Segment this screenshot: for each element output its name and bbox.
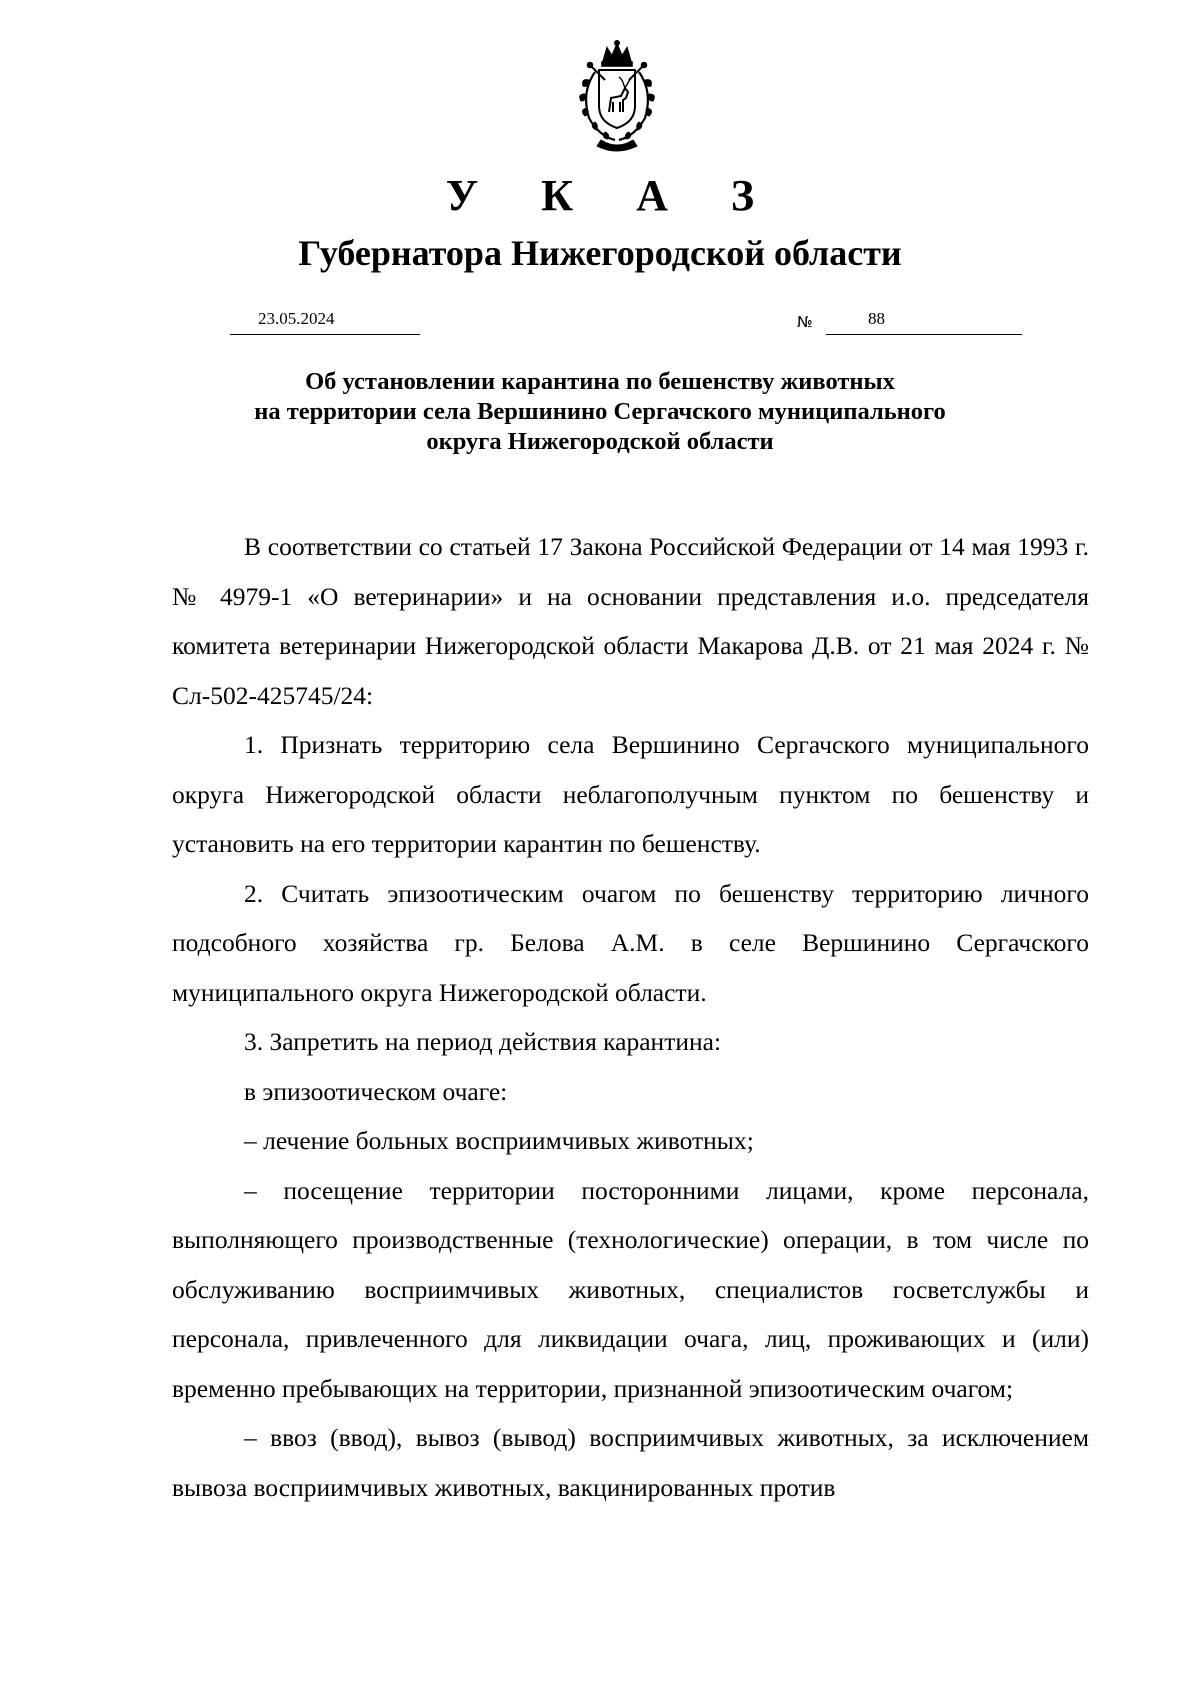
subject-line: округа Нижегородской области [426, 428, 774, 455]
decree-subject [0, 367, 1200, 457]
number-value: 88 [868, 309, 885, 328]
number-sign: № [797, 313, 813, 331]
item-1-paragraph: 1. Признать территорию села Вершинино Сергачского муниципального округа Нижегородской области неблагополучным пунктом по бешенству и установить на его территории карантин по бешенству. [172, 730, 1089, 858]
coat-of-arms-icon [565, 40, 670, 152]
decree-title: У К А З [445, 171, 781, 220]
bullet-paragraph: – ввоз (ввод), вывоз (вывод) восприимчивых животных, за исключением вывоза восприимчивых животных, вакцинированных против [172, 1423, 1089, 1502]
preamble-paragraph: В соответствии со статьей 17 Закона Российской Федерации от 14 мая 1993 г. № 4979-1 «О ветеринарии» и на основании представления и.о. председателя комитета ветеринарии Нижегородской области Макарова Д.В. от 21 мая 2024 г. № Сл-502-425745/24: [172, 532, 1089, 710]
subject-line: на территории села Вершинино Сергачского муниципального [254, 398, 946, 425]
bullet-paragraph: – лечение больных восприимчивых животных; [244, 1126, 754, 1155]
date-value: 23.05.2024 [258, 309, 335, 328]
item-3-paragraph: 3. Запретить на период действия карантина: [244, 1027, 722, 1056]
focus-heading: в эпизоотическом очаге: [244, 1076, 508, 1106]
date-field [230, 306, 420, 335]
item-2-paragraph: 2. Считать эпизоотическим очагом по бешенству территорию личного подсобного хозяйства гр. Белова А.М. в селе Вершинино Сергачского муниципального округа Нижегородской области. [172, 878, 1089, 1007]
decree-body [172, 522, 1089, 1512]
decree-author: Губернатора Нижегородской области [298, 233, 902, 273]
bullet-paragraph: – посещение территории посторонними лицами, кроме персонала, выполняющего производственные (технологические) операции, в том числе по обслуживанию восприимчивых животных, специалистов госветслужбы и персонала, привлеченного для ликвидации очага, лиц, проживающих и (или) временно пребывающих на территории, признанной эпизоотическим очагом; [172, 1175, 1089, 1403]
number-field [826, 306, 1022, 335]
subject-line: Об установлении карантина по бешенству животных [305, 368, 895, 395]
